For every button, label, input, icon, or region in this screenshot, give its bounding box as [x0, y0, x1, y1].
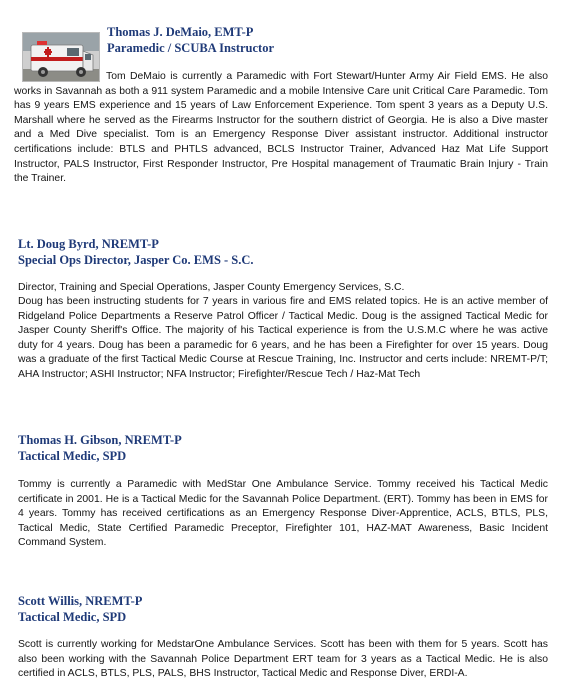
- instructor-bio: Tommy is currently a Paramedic with MedStar One Ambulance Service. Tommy received his Tactical Medic certificate in 2001. He is a Tactical Medic for the Savannah Police Department. (ERT). Tommy has been in EMS for 4 years. Tommy has received certifications as an Emergency Response Diver-Apprentice, ACLS, BTLS, PLS, Tactical Medic, State Certified Paramedic Preceptor, Firefighter 101, HAZ-MAT Awareness, Basic Incident Command System.: [18, 479, 548, 549]
- instructor-role: Tactical Medic, SPD: [18, 610, 127, 624]
- instructor-bio: Tom DeMaio is currently a Paramedic with Fort Stewart/Hunter Army Air Field EMS. He also works in Savannah as both a 911 system Paramedic and a mobile Intensive Care unit Critical Care Paramedic. Tom has 9 years EMS experience and 15 years of Law Enforcement Experience. Tom spent 3 years as a Deputy U.S. Marshall where he served as the Firearms Instructor for the southern district of Georgia. He is also a Dive master and a Med Dive specialist. Tom is an Emergency Response Diver assistant instructor. Additional instructor certifications include: BTLS and PHTLS advanced, BCLS Instructor Trainer, Advanced Haz Mat Life Support Instructor, PALS Instructor, First Responder Instructor, Pre Hospital management of Traumatic Brain Injury - Train the Trainer.: [14, 71, 548, 185]
- instructor-role: Special Ops Director, Jasper Co. EMS - S.C.: [18, 253, 254, 267]
- instructor-name: Lt. Doug Byrd, NREMT-P: [18, 237, 159, 251]
- instructor-bio: Scott is currently working for MedstarOne Ambulance Services. Scott has been with them for 5 years. Scott has also been working with the Savannah Police Department ERT team for 3 years as a Tactical Medic. He is also certified in ACLS, BTLS, PLS, PALS, BHS Instructor, Tactical Medic and Response Diver, ERDI-A.: [18, 639, 548, 680]
- entry-header: [107, 24, 274, 56]
- instructor-role: Paramedic / SCUBA Instructor: [107, 41, 274, 55]
- instructor-bio: Doug has been instructing students for 7 years in various fire and EMS related topics. He is an active member of Ridgeland Police Departments a Reserve Patrol Officer / Tactical Medic. Doug is the assigned Tactical Medic for Jasper County Sheriff's Office. The majority of his Tactical experience is from the U.S.M.C where he was active duty for 4 years. Doug has been a paramedic for 6 years, and he has been a Firefighter for over 15 years. Doug was a graduate of the first Tactical Medic Course at Rescue Training, Inc. Instructor and certs include: NREMT-P/T; AHA Instructor; ASHI Instructor; NFA Instructor; Firefighter/Rescue Tech / Haz-Mat Tech: [18, 296, 548, 380]
- instructor-bio-title: Director, Training and Special Operations, Jasper County Emergency Services, S.C.: [18, 282, 405, 293]
- instructor-role: Tactical Medic, SPD: [18, 449, 127, 463]
- instructor-name: Thomas H. Gibson, NREMT-P: [18, 433, 182, 447]
- entry-header: [18, 236, 254, 268]
- instructor-name: Scott Willis, NREMT-P: [18, 594, 143, 608]
- entry-header: [18, 593, 142, 625]
- instructor-name: Thomas J. DeMaio, EMT-P: [107, 25, 254, 39]
- entry-header: [18, 432, 182, 464]
